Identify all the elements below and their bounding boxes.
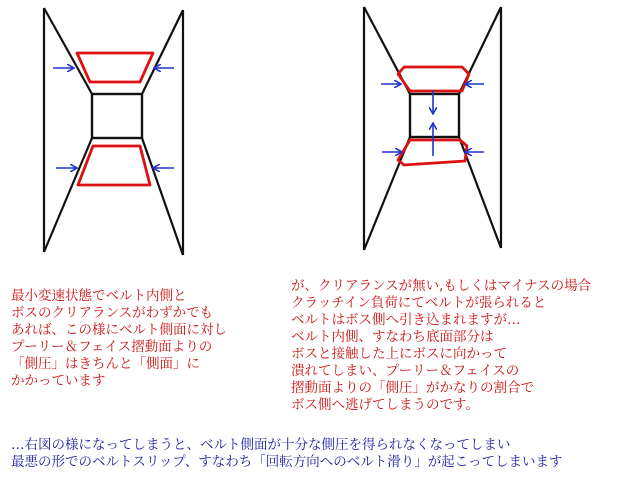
right-boss bbox=[410, 94, 459, 137]
caption-line: が、クリアランスが無い,もしくはマイナスの場合 bbox=[291, 278, 592, 294]
caption-line: ベルトはボス側へ引き込まれますが… bbox=[291, 312, 521, 328]
caption-line: クラッチイン負荷にてベルトが張られると bbox=[291, 295, 547, 311]
left-diagram bbox=[44, 8, 183, 255]
left-belt-bottom bbox=[78, 146, 150, 185]
caption-line: …右図の様になってしまうと、ベルト側面が十分な側圧を得られなくなってしまい bbox=[11, 437, 511, 453]
caption-line: 最悪の形でのベルトスリップ、すなわち「回転方向へのベルト滑り」が起こってしまいます bbox=[11, 454, 563, 470]
caption-line: 潰れてしまい、プーリー＆フェイスの bbox=[291, 363, 520, 379]
right-diagram bbox=[364, 7, 501, 250]
left-boss bbox=[92, 94, 142, 138]
left-belt-top bbox=[77, 53, 153, 82]
caption-line: ボスと接触した上にボスに向かって bbox=[291, 346, 507, 362]
caption-line: 「側圧」はきちんと「側面」に bbox=[11, 356, 200, 372]
caption-line: あれば、この様にベルト側面に対し bbox=[11, 322, 227, 338]
caption-line: ボス側へ逃げてしまうのです。 bbox=[291, 397, 479, 413]
caption-line: 摺動面よりの「側圧」がかなりの割合で bbox=[291, 380, 534, 396]
right-pulley-left-face bbox=[364, 7, 410, 250]
right-explanation-text bbox=[291, 278, 591, 414]
caption-line: 最小変速状態でベルト内側と bbox=[11, 288, 187, 304]
left-explanation-text bbox=[11, 288, 227, 390]
caption-line: ボスのクリアランスがわずかでも bbox=[11, 305, 214, 321]
bottom-conclusion-text bbox=[11, 437, 562, 471]
caption-line: かかっています bbox=[11, 373, 106, 389]
left-pulley-right-face bbox=[142, 10, 183, 255]
right-belt-top bbox=[398, 67, 469, 91]
caption-line: プーリー＆フェイス摺動面よりの bbox=[11, 339, 213, 355]
left-pulley-left-face bbox=[44, 8, 92, 252]
caption-line: ベルト内側、すなわち底面部分は bbox=[291, 329, 494, 345]
right-pulley-right-face bbox=[459, 7, 501, 248]
